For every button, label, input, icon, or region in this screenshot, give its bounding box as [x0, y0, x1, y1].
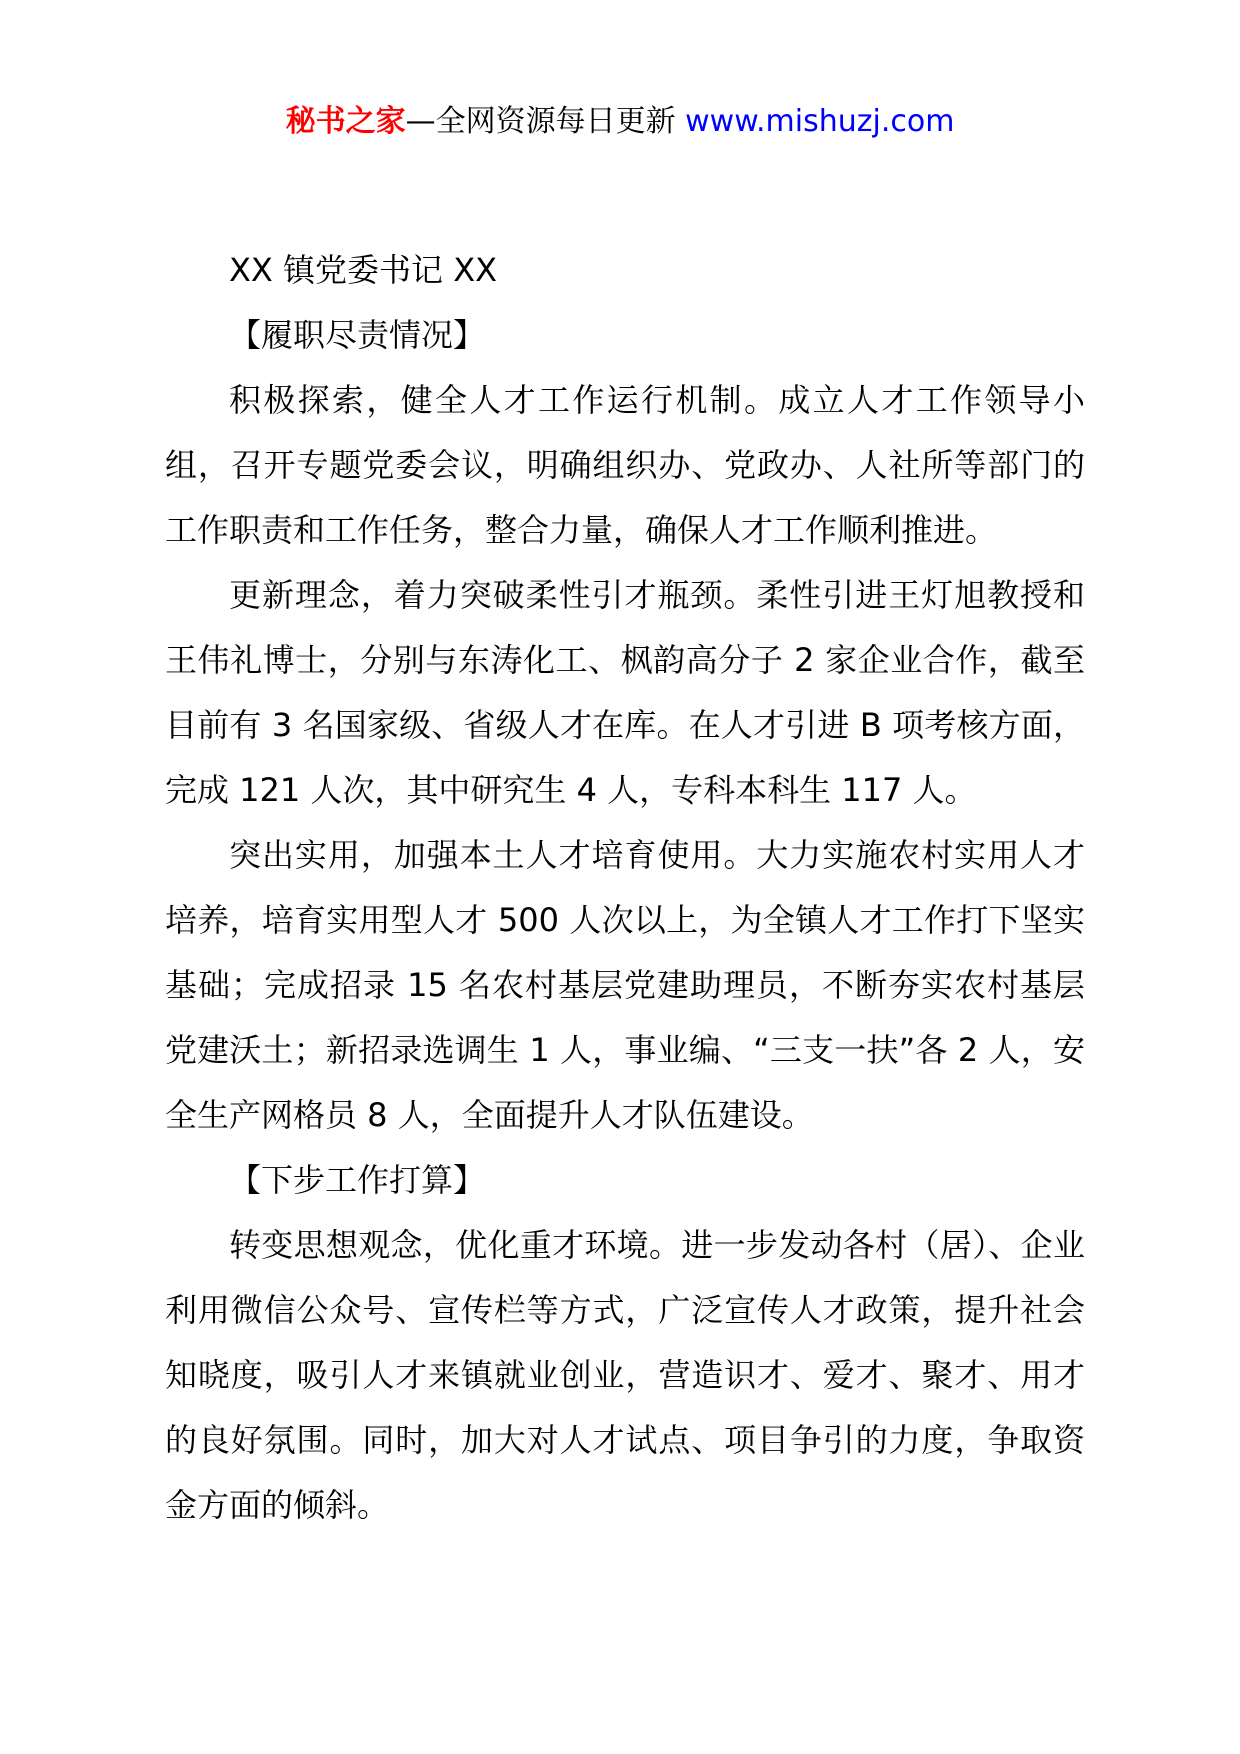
paragraph: 突出实用，加强本土人才培育使用。大力实施农村实用人才培养，培育实用型人才 500 人次以上，为全镇人才工作打下坚实基础；完成招录 15 名农村基层党建助理员，不断夯实农村基层党建沃土；新招录选调生 1 人，事业编、“三支一扶”各 2 人，安全生产网格员 8 人，全面提升人才队伍建设。	[165, 836, 1085, 1134]
site-url-link[interactable]: www.mishuzj.com	[685, 104, 955, 139]
author-line: XX 镇党委书记 XX	[229, 251, 498, 289]
site-header	[0, 100, 1240, 144]
section-heading-next-steps: 【下步工作打算】	[229, 1161, 486, 1199]
section-heading-duties: 【履职尽责情况】	[229, 316, 486, 354]
document-body	[165, 238, 1085, 1538]
header-tagline: —全网资源每日更新	[405, 104, 676, 139]
brand-name: 秘书之家	[285, 104, 406, 139]
paragraph: 转变思想观念，优化重才环境。进一步发动各村（居）、企业利用微信公众号、宣传栏等方式，广泛宣传人才政策，提升社会知晓度，吸引人才来镇就业创业，营造识才、爱才、聚才、用才的良好氛围。同时，加大对人才试点、项目争引的力度，争取资金方面的倾斜。	[165, 1226, 1085, 1524]
paragraph: 积极探索，健全人才工作运行机制。成立人才工作领导小组，召开专题党委会议，明确组织办、党政办、人社所等部门的工作职责和工作任务，整合力量，确保人才工作顺利推进。	[165, 381, 1085, 549]
paragraph: 更新理念，着力突破柔性引才瓶颈。柔性引进王灯旭教授和王伟礼博士，分别与东涛化工、枫韵高分子 2 家企业合作，截至目前有 3 名国家级、省级人才在库。在人才引进 B 项考核方面，完成 121 人次，其中研究生 4 人，专科本科生 117 人。	[165, 576, 1085, 809]
